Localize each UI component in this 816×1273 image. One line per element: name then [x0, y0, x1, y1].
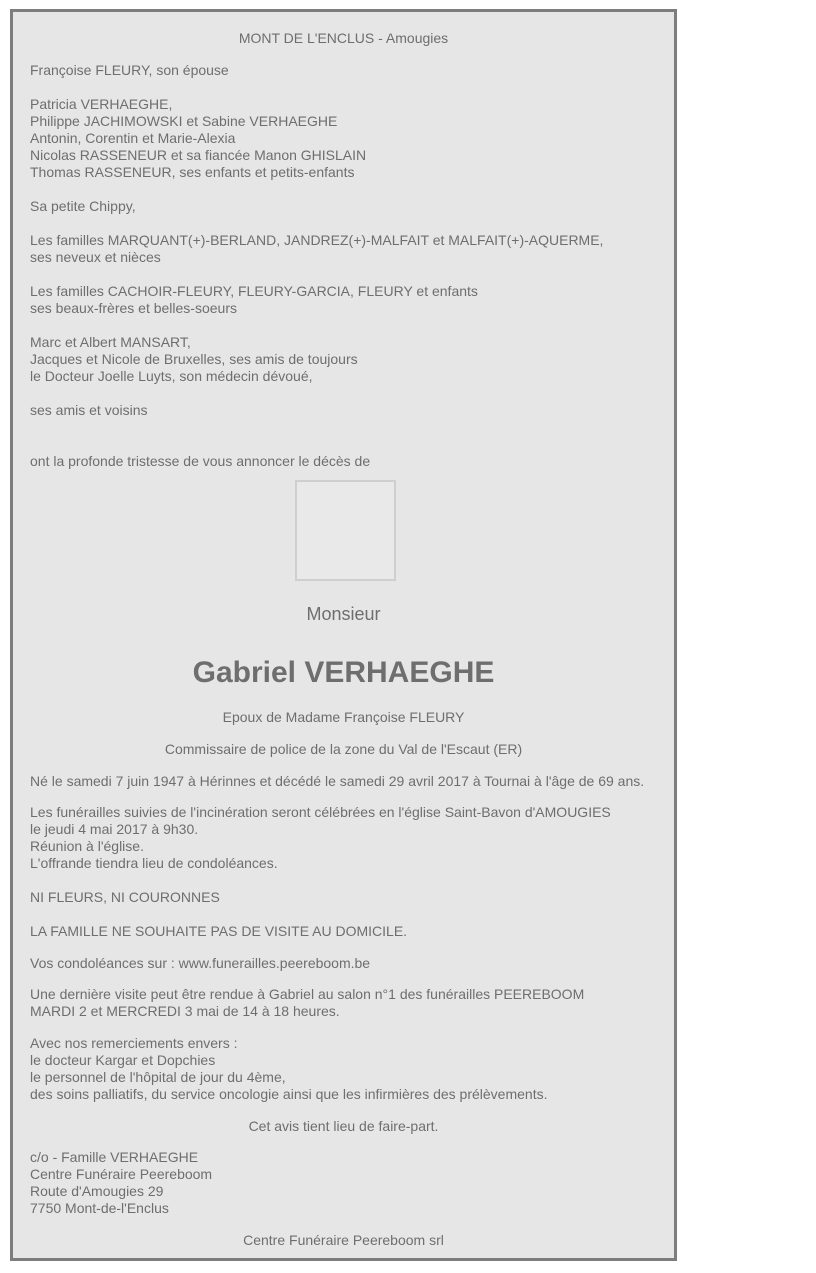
- profession-line: Commissaire de police de la zone du Val de l'Escaut (ER): [164, 741, 523, 757]
- address-line-2: Centre Funéraire Peereboom: [30, 1166, 213, 1182]
- announce-line: ont la profonde tristesse de vous annoncer le décès de: [30, 453, 371, 469]
- children-line-2: Philippe JACHIMOWSKI et Sabine VERHAEGHE: [30, 113, 338, 129]
- portrait-placeholder: [295, 480, 396, 581]
- header-location: MONT DE L'ENCLUS - Amougies: [238, 30, 449, 46]
- pet-line: Sa petite Chippy,: [30, 198, 136, 214]
- address-line-4: 7750 Mont-de-l'Enclus: [30, 1200, 169, 1216]
- deceased-name: Gabriel VERHAEGHE: [192, 656, 495, 689]
- families2-line-1: Les familles CACHOIR-FLEURY, FLEURY-GARCIA, FLEURY et enfants: [30, 283, 478, 299]
- thanks-line-4: des soins palliatifs, du service oncologie ainsi que les infirmières des prélèvements.: [30, 1086, 548, 1102]
- funeral-line-2: le jeudi 4 mai 2017 à 9h30.: [30, 821, 199, 837]
- last-visit-line-2: MARDI 2 et MERCREDI 3 mai de 14 à 18 heures.: [30, 1003, 340, 1019]
- children-line-5: Thomas RASSENEUR, ses enfants et petits-enfants: [30, 164, 355, 180]
- thanks-line-3: le personnel de l'hôpital de jour du 4ème,: [30, 1069, 286, 1085]
- condolences-line: Vos condoléances sur : www.funerailles.peereboom.be: [30, 955, 371, 971]
- last-visit-line-1: Une dernière visite peut être rendue à Gabriel au salon n°1 des funérailles PEEREBOOM: [30, 986, 585, 1002]
- spouse-line: Epoux de Madame Françoise FLEURY: [222, 709, 465, 725]
- notice-line: Cet avis tient lieu de faire-part.: [248, 1118, 439, 1134]
- footer-line: Centre Funéraire Peereboom srl: [243, 1232, 444, 1248]
- funeral-line-1: Les funérailles suivies de l'incinération seront célébrées en l'église Saint-Bavon d'AMOUGIES: [30, 804, 611, 820]
- funeral-line-4: L'offrande tiendra lieu de condoléances.: [30, 855, 278, 871]
- address-line-3: Route d'Amougies 29: [30, 1183, 164, 1199]
- thanks-line-1: Avec nos remerciements envers :: [30, 1035, 238, 1051]
- friends-line-2: Jacques et Nicole de Bruxelles, ses amis de toujours: [30, 351, 358, 367]
- thanks-line-2: le docteur Kargar et Dopchies: [30, 1052, 216, 1068]
- families2-line-2: ses beaux-frères et belles-soeurs: [30, 300, 237, 316]
- funeral-line-3: Réunion à l'église.: [30, 838, 144, 854]
- address-line-1: c/o - Famille VERHAEGHE: [30, 1149, 199, 1165]
- friends-line-3: le Docteur Joelle Luyts, son médecin dévoué,: [30, 368, 313, 384]
- no-visit-line: LA FAMILLE NE SOUHAITE PAS DE VISITE AU DOMICILE.: [30, 923, 408, 939]
- children-line-1: Patricia VERHAEGHE,: [30, 96, 173, 112]
- families1-line-1: Les familles MARQUANT(+)-BERLAND, JANDREZ(+)-MALFAIT et MALFAIT(+)-AQUERME,: [30, 232, 604, 248]
- deceased-title: Monsieur: [306, 604, 381, 624]
- children-line-3: Antonin, Corentin et Marie-Alexia: [30, 130, 236, 146]
- neighbors-line: ses amis et voisins: [30, 402, 148, 418]
- friends-line-1: Marc et Albert MANSART,: [30, 334, 191, 350]
- children-line-4: Nicolas RASSENEUR et sa fiancée Manon GHISLAIN: [30, 147, 367, 163]
- birth-death-line: Né le samedi 7 juin 1947 à Hérinnes et décédé le samedi 29 avril 2017 à Tournai à l'âge de 69 ans.: [30, 773, 645, 789]
- wife-line: Françoise FLEURY, son épouse: [30, 62, 229, 78]
- no-flowers-line: NI FLEURS, NI COURONNES: [30, 889, 220, 905]
- families1-line-2: ses neveux et nièces: [30, 249, 161, 265]
- obituary-card: [10, 9, 677, 1261]
